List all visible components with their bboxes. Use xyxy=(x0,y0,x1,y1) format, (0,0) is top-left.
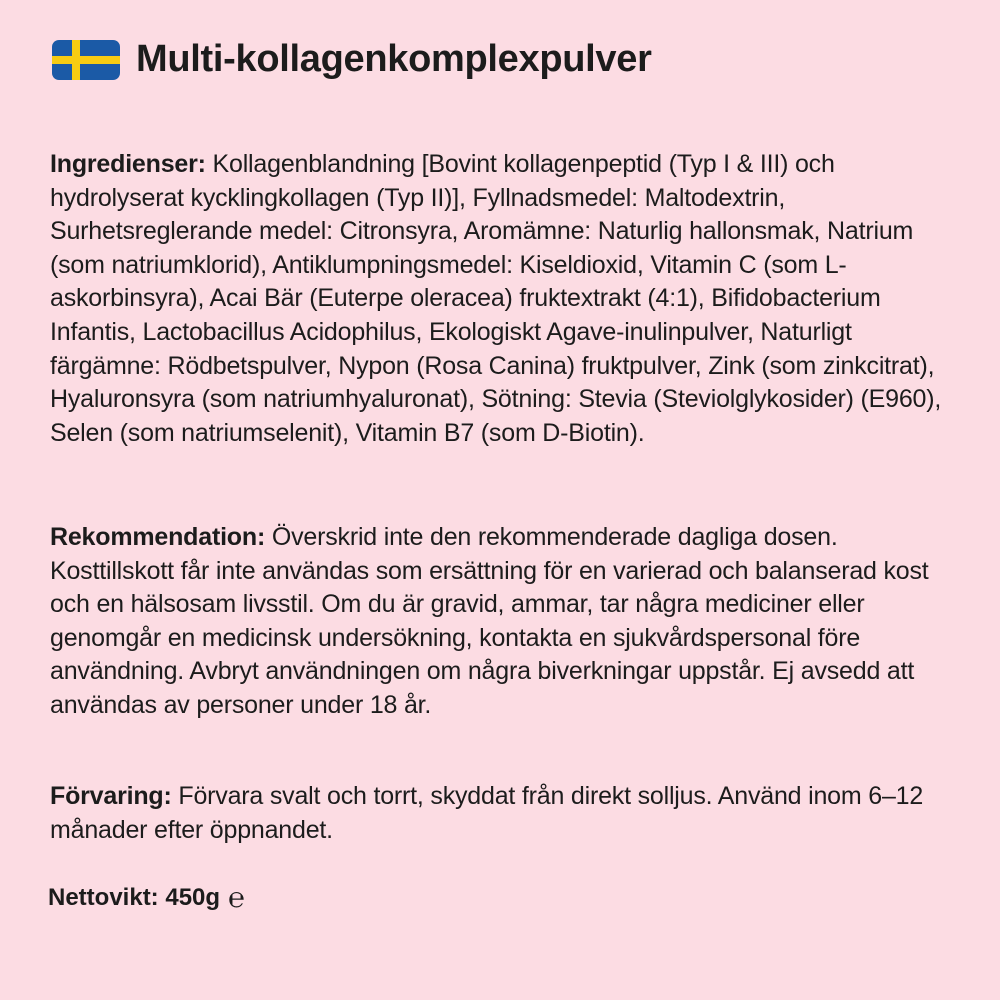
recommendation-text: Överskrid inte den rekommenderade dagliga dosen. Kosttillskott får inte användas som ersättning för en varierad och balanserad kost och en hälsosam livsstil. Om du är gravid, ammar, tar några mediciner eller genomgår en medicinsk undersökning, kontakta en sjukvårdspersonal före användning. Avbryt användningen om några biverkningar uppstår. Ej avsedd att användas av personer under 18 år. xyxy=(50,523,929,719)
ingredients-text: Kollagenblandning [Bovint kollagenpeptid (Typ I & III) och hydrolyserat kycklingkollagen (Typ II)], Fyllnadsmedel: Maltodextrin, Surhetsreglerande medel: Citronsyra, Aromämne: Naturlig hallonsmak, Natrium (som natriumklorid), Antiklumpningsmedel: Kiseldioxid, Vitamin C (som L-askorbinsyra), Acai Bär (Euterpe oleracea) fruktextrakt (4:1), Bifidobacterium Infantis, Lactobacillus Acidophilus, Ekologiskt Agave-inulinpulver, Naturligt färgämne: Rödbetspulver, Nypon (Rosa Canina) fruktpulver, Zink (som zinkcitrat), Hyaluronsyra (som natriumhyaluronat), Sötning: Stevia (Steviolglykosider) (E960), Selen (som natriumselenit), Vitamin B7 (som D-Biotin). xyxy=(50,150,942,447)
storage-section xyxy=(50,780,955,847)
estimated-sign-icon: ℮ xyxy=(228,881,245,914)
ingredients-label: Ingredienser: xyxy=(50,150,206,178)
recommendation-label: Rekommendation: xyxy=(50,523,266,551)
recommendation-section xyxy=(50,521,955,723)
ingredients-section xyxy=(50,148,955,450)
net-weight-label: Nettovikt: 450g xyxy=(48,884,221,911)
sweden-flag-icon xyxy=(52,40,120,80)
storage-text: Förvara svalt och torrt, skyddat från direkt solljus. Använd inom 6–12 månader efter öppnandet. xyxy=(50,782,924,844)
page-title: Multi-kollagenkomplexpulver xyxy=(136,38,652,80)
storage-label: Förvaring: xyxy=(50,782,172,810)
net-weight xyxy=(48,881,245,914)
product-header xyxy=(52,38,652,81)
